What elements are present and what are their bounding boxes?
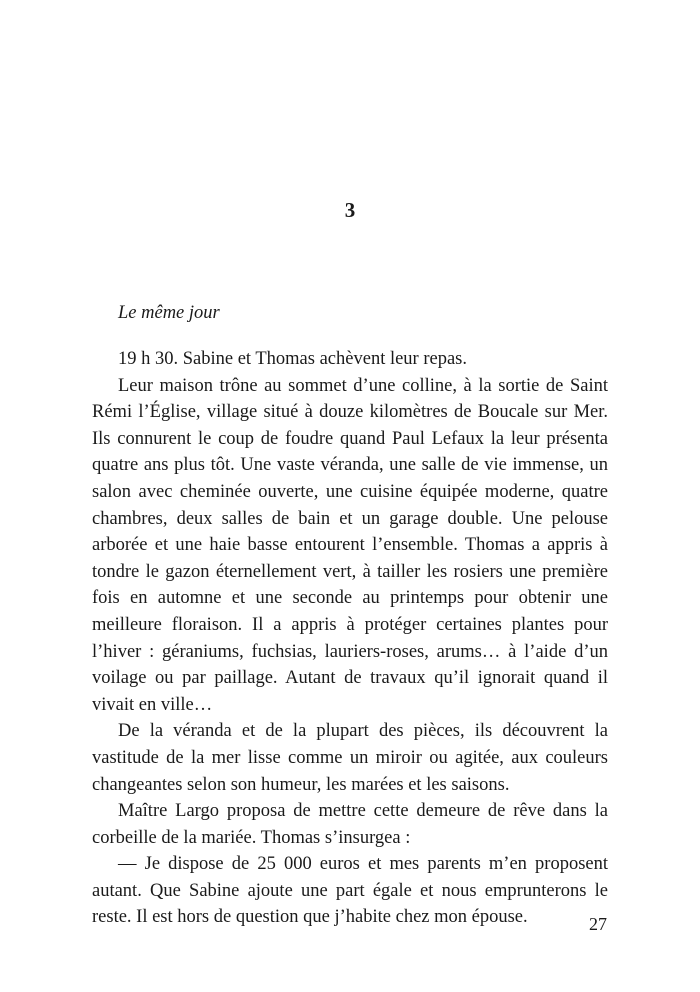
body-text xyxy=(92,346,608,931)
chapter-subtitle: Le même jour xyxy=(118,303,220,323)
chapter-number: 3 xyxy=(344,198,356,222)
paragraph-5: — Je dispose de 25 000 euros et mes parents m’en proposent autant. Que Sabine ajoute une part égale et nous emprunterons le reste. Il est hors de question que j’habite chez mon épouse. xyxy=(92,854,608,928)
paragraph-4: Maître Largo proposa de mettre cette demeure de rêve dans la corbeille de la mariée. Thomas s’insurgea : xyxy=(92,801,608,848)
paragraph-1: 19 h 30. Sabine et Thomas achèvent leur repas. xyxy=(118,349,467,369)
paragraph-3: De la véranda et de la plupart des pièces, ils découvrent la vastitude de la mer lisse comme un miroir ou agitée, aux couleurs changeantes selon son humeur, les marées et les saisons. xyxy=(92,721,608,795)
page-number: 27 xyxy=(589,914,607,934)
paragraph-2: Leur maison trône au sommet d’une colline, à la sortie de Saint Rémi l’Église, village situé à douze kilomètres de Boucale sur Mer. Ils connurent le coup de foudre quand Paul Lefaux la leur présenta quatre ans plus tôt. Une vaste véranda, une salle de vie immense, un salon avec cheminée ouverte, une cuisine équipée moderne, quatre chambres, deux salles de bain et un garage double. Une pelouse arborée et une haie basse entourent l’ensemble. Thomas a appris à tondre le gazon éternellement vert, à tailler les rosiers une première fois en automne et une seconde au printemps pour obtenir une meilleure floraison. Il a appris à protéger certaines plantes pour l’hiver : géraniums, fuchsias, lauriers-roses, arums… à l’aide d’un voilage ou par paillage. Autant de travaux qu’il ignorait quand il vivait en ville… xyxy=(92,375,608,715)
